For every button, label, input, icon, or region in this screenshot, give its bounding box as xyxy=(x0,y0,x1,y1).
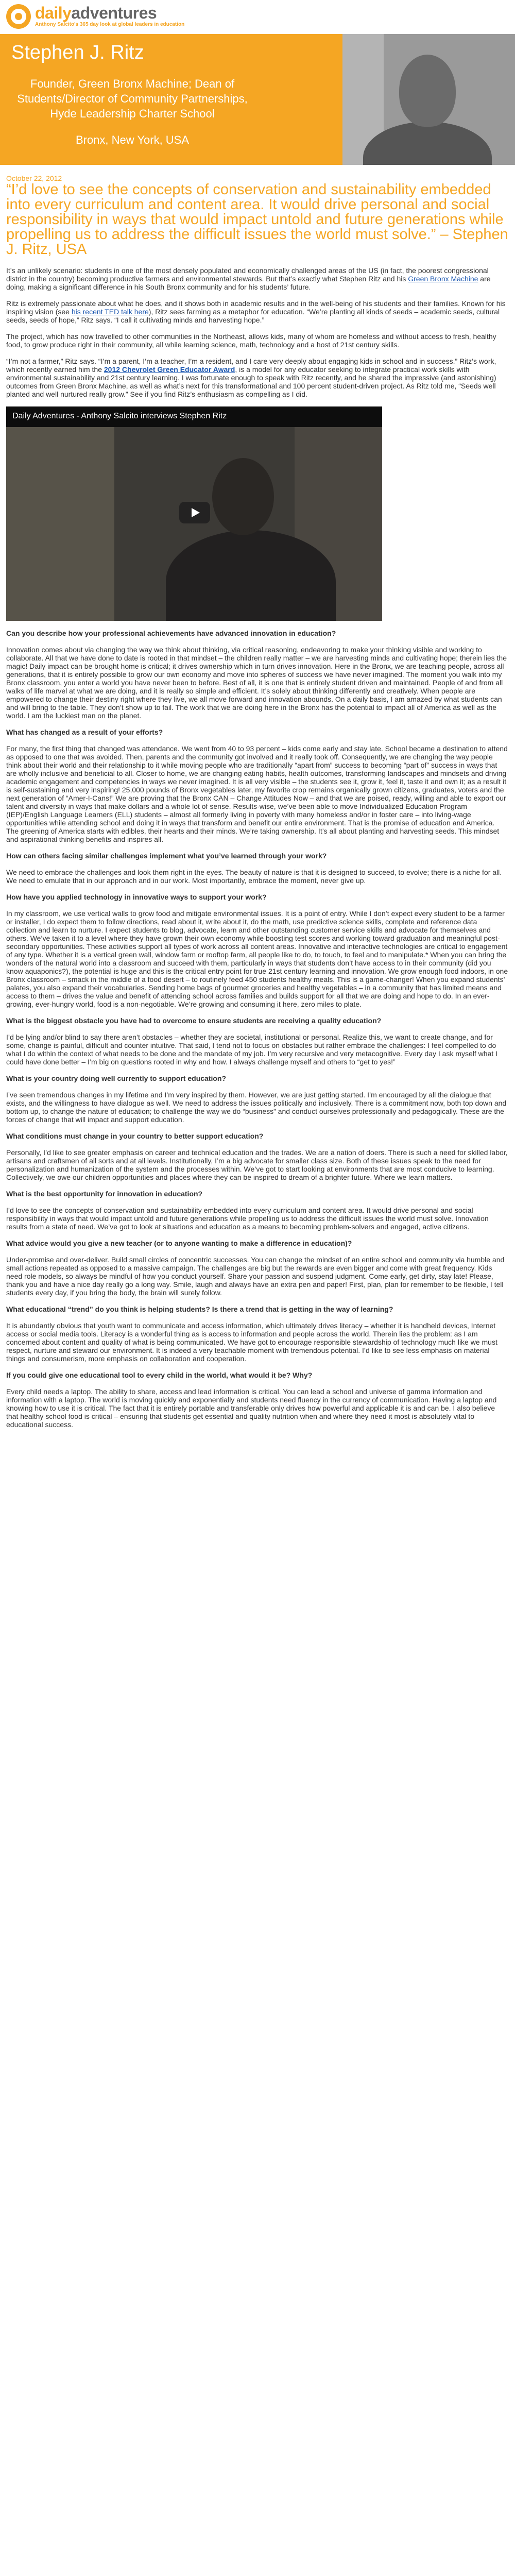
question-7: What conditions must change in your country to better support education? xyxy=(6,1132,264,1140)
daily-adventures-logo-icon[interactable] xyxy=(6,4,31,29)
video-scene-head xyxy=(212,458,274,535)
video-frame[interactable] xyxy=(6,427,382,621)
question-2: What has changed as a result of your efforts? xyxy=(6,728,163,736)
answer-8: I’d love to see the concepts of conservation and sustainability embedded into every curriculum and content area. It would drive personal and social responsibility in ways that would impact untold and future generations while propelling us to address the difficult issues the world must solve. Innovation results from a state of need. We’ve got to look at situations and education as a means to becoming problem-solvers and engaged, active citizens. xyxy=(6,1206,489,1231)
profile-banner xyxy=(0,34,515,165)
answer-10: It is abundantly obvious that youth want to communicate and access information, which ultimately drives literacy – whether it is handheld devices, Internet access or social media tools. Literacy is a wonderful thing as is access to information and people across the world. Therein lies the problem: as I am concerned about content and quality of what is being communicated. We have got to encourage responsible stewardship of technology much like we must respect, nurture and steward our environment. It is indeed a very teachable moment with tremendous potential. I’d like to see less emphasis on material things and consumerism, more emphasis on collaboration and cooperation. xyxy=(6,1321,497,1363)
question-8: What is the best opportunity for innovation in education? xyxy=(6,1190,203,1198)
video-player[interactable] xyxy=(6,406,382,621)
answer-3: We need to embrace the challenges and look them right in the eyes. The beauty of nature is that it is designed to succeed, to evolve; there is a niche for all. We need to emulate that in our approach and in our work. Most importantly, embrace the moment, never give up. xyxy=(6,868,502,885)
question-11: If you could give one educational tool to every child in the world, what would it be? Why? xyxy=(6,1371,313,1379)
answer-11: Every child needs a laptop. The ability to share, access and lead information is critical. You can lead a school and universe of gamma information and information with a laptop. The world is moving quickly and exponentially and students need fluency in the currency of communication. Having a laptop and knowing how to use it is critical. The fact that it is entirely portable and transferable only drives how powerful and applicable it is and can be. I also believe that healthy school food is critical – ensuring that students get essential and quality nutrition when and where they need it most is absolutely vital to educational success. xyxy=(6,1387,497,1429)
profile-role: Founder, Green Bronx Machine; Dean of Students/Director of Community Partnerships, Hyde Leadership Charter School xyxy=(17,77,248,120)
post-date: October 22, 2012 xyxy=(6,174,62,182)
question-1: Can you describe how your professional achievements have advanced innovation in education? xyxy=(6,629,336,637)
intro-4-text-b: , is a model for any educator seeking to integrate practical work skills with environmental sustainability and 21st century learning. I was fortunate enough to speak with Ritz recently, and he shared the impressive (and astonishing) outcomes from Green Bronx Machine, as well as what’s next for this transformational and 100 percent student-driven project. As Ritz told me, “Seeds well planted and well nurtured really grow.” See if you find Ritz’s enthusiasm as compelling as I did. xyxy=(6,365,496,398)
question-5: What is the biggest obstacle you have had to overcome to ensure students are receiving a quality education? xyxy=(6,1016,382,1025)
play-icon[interactable] xyxy=(179,502,210,523)
intro-paragraph-1 xyxy=(6,266,509,291)
answer-5: I’d be lying and/or blind to say there aren’t obstacles – whether they are societal, institutional or personal. Realize this, we want to create change, and for some, change is painful, difficult and counter intuitive. That said, I tend not to focus on obstacles but rather embrace the challenges: I feel compelled to do what I do within the context of what needs to be done and the mandate of my job. I’m very recursive and very metacognitive. Every day I ask myself what I could have done better – I’m big on questions rooted in why and how. I always challenge myself and others to “get to yes!” xyxy=(6,1033,498,1066)
intro-paragraph-3: The project, which has now travelled to other communities in the Northeast, allows kids, many of whom are homeless and without access to fresh, healthy food, to grow produce right in their community, all while learning science, math, technology and a host of 21st century skills. xyxy=(6,332,496,349)
answer-9: Under-promise and over-deliver. Build small circles of concentric successes. You can change the mindset of an entire school and community via humble and small actions repeated as opposed to a massive campaign. The challenges are big but the rewards are even bigger and come with great frequency. Kids need role models, so always be mindful of how you conduct yourself. Share your passion and suspend judgment. Come early, get dirty, stay late! Please, thank you and have a nice day really go a long way. Smile, laugh and always have an extra pen and paper! First, plan, plan for remember to be flexible, I tell students every day, if you bring the body, the brain will surely follow. xyxy=(6,1256,505,1297)
logo-adventures[interactable]: adventures xyxy=(71,4,157,22)
article xyxy=(0,165,515,1429)
intro-2-text-b: ), Ritz sees farming as a metaphor for education. “We’re planting all kinds of seeds – academic seeds, cultural seeds, seeds of hope,” Ritz says. “I call it cultivating minds and harvesting hope.” xyxy=(6,308,500,324)
answer-7: Personally, I’d like to see greater emphasis on career and technical education and the trades. We are a nation of doers. There is such a need for skilled labor, artisans and craftsmen of all sorts and at all levels. Institutionally, I’m a big advocate for smaller class size. Both of these issues speak to the need for personalization and humanization of the system and the processes within. We’ve got to start looking at environments that are most conducive to learning. Collectively, we owe our children opportunities and places where they can be inspired to dream of a brighter future. Where we learn matters. xyxy=(6,1148,508,1181)
green-educator-award-link[interactable]: 2012 Chevrolet Green Educator Award xyxy=(104,365,235,374)
profile-location: Bronx, New York, USA xyxy=(75,133,190,146)
question-4: How have you applied technology in innovative ways to support your work? xyxy=(6,893,267,901)
question-10: What educational “trend” do you think is helping students? Is there a trend that is getting in the way of learning? xyxy=(6,1305,393,1313)
question-3: How can others facing similar challenges implement what you’ve learned through your work? xyxy=(6,852,327,860)
intro-1-text-a: It’s an unlikely scenario: students in one of the most densely populated and economically challenged areas of the US (in fact, the poorest congressional district in the country) becoming productive farmers and environmental stewards. But that’s exactly what Stephen Ritz and his xyxy=(6,266,489,283)
profile-photo xyxy=(342,34,515,165)
question-6: What is your country doing well currently to support education? xyxy=(6,1074,227,1082)
intro-1-text-b: are doing, making a significant difference in his South Bronx community and for his students’ future. xyxy=(6,275,491,291)
intro-4-text-a: “I’m not a farmer,” Ritz says. “I’m a parent, I’m a teacher, I’m a resident, and I care very deeply about engaging kids in school and in success.” Ritz’s work, which recently earned him the xyxy=(6,357,496,374)
answer-1: Innovation comes about via changing the way we think about thinking, via critical reasoning, endeavoring to make your thinking visible and working to collaborate. All that we have done to date is rooted in that mindset – the children really matter – we are harvesting minds and cultivating hope; therein lies the magic! Daily impact can be brought home is critical; it drives ownership which in turn drives innovation. Here in the Bronx, we are teaching people, across all generations, that it is entirely possible to grow our own economy and move into spheres of success we have never imagined. The moment you walk into my Bronx classroom, you enter a world you have never been to before. Best of all, it is one that is entirely student driven and maintained. People of and from all walks of life marvel at what we are doing, and it is really so simple and efficient. It’s solely about thinking differently and creatively. When people are empowered to change their destiny right where they live, we all move forward and innovation abounds. On a daily basis, I am amazed by what students can and will bring to the table. They don’t show up to fail. The work that we are doing here in the Bronx has the potential to impact all of America as well as the world. I am the luckiest man on the planet. xyxy=(6,646,507,720)
question-9: What advice would you give a new teacher (or to anyone wanting to make a difference in education)? xyxy=(6,1239,352,1247)
logo-daily[interactable]: daily xyxy=(35,4,72,22)
video-scene-window xyxy=(6,427,114,621)
answer-6: I’ve seen tremendous changes in my lifetime and I’m very inspired by them. However, we are just getting started. I’m encouraged by all the dialogue that exists, and the willingness to have dialogue as well. We need to address the issues politically and inclusively. There is a commitment now, both top down and bottom up, to change the nature of education; to challenge the way we do “business” and conduct ourselves professionally and pedagogically. These are the forces of change that will impact and support education. xyxy=(6,1091,507,1124)
logo-tagline: Anthony Salcito's 365 day look at global leaders in education xyxy=(35,22,185,27)
answer-2: For many, the first thing that changed was attendance. We went from 40 to 93 percent – kids come early and stay late. School became a destination to attend as opposed to one that was avoided. Then, parents and the community got involved and it really took off. Consequently, we are changing the way people think about their world and their relationship to it while moving people who are traditionally “apart from” success to becoming “part of” success in ways that are wholly inclusive and beneficial to all. Closer to home, we are changing eating habits, health outcomes, transforming landscapes and mindsets and driving academic engagement and competencies in ways we never imagined. It is all very visible – the students see it, grow it, feel it, taste it and own it; as a result it is self-sustaining and very inspiring! 25,000 pounds of Bronx vegetables later, my favorite crop remains organically grown citizens, graduates, voters and the next generation of “Amer-I-Cans!” We are proving that the Bronx CAN – Change Attitudes Now – and that we are poised, ready, willing and able to export our talent and diversity in ways that make dollars and a whole lot of sense. Results-wise, we’ve been able to move Individualized Education Program (IEP)/English Language Learners (ELL) students – almost all formerly living in poverty with many homeless and/or in foster care – into living-wage opportunities while attending school and doing it in ways that transform and benefit our entire environment. That is the promise of education and America. The greening of America starts with edibles, their hearts and their minds. We’re taking ownership. It’s all about planting and harvesting seeds. This mindset and aspirational thinking benefits and inspires all. xyxy=(6,744,508,843)
green-bronx-machine-link[interactable]: Green Bronx Machine xyxy=(408,275,478,283)
intro-2-text-a: Ritz is extremely passionate about what he does, and it shows both in academic results and in the well-being of his students and their families. Known for his inspiring vision (see xyxy=(6,299,506,316)
profile-banner-text xyxy=(11,39,300,147)
pull-quote: “I’d love to see the concepts of conservation and sustainability embedded into every curriculum and content area. It would drive personal and social responsibility in ways that would impact untold and future generations while propelling us to address the difficult issues the world must solve.” – Stephen J. Ritz, USA xyxy=(6,181,508,258)
intro-paragraph-4 xyxy=(6,357,509,398)
site-header xyxy=(0,0,515,34)
answer-4: In my classroom, we use vertical walls to grow food and mitigate environmental issues. It is a point of entry. While I don’t expect every student to be a farmer or installer, I do expect them to follow directions, read about it, write about it, do the math, use predictive science skills, complete and reference data collection and learn to nurture. I expect students to blog, advocate, learn and other outstanding customer service skills and advocate for themselves and others. We’ve taken it to a level where they have grown their own economy while boosting test scores and working toward graduation and meaningful post-secondary opportunities. These activities support all types of work across all content areas. Innovative and interactive technologies are critical to engagement of any type. Whether it is a vertical green wall, window farm or rooftop farm, all people like to do, to touch, to feel and to manipulate.* When you can bring the wonders of the natural world into a classroom and succeed with them, particularly in ways that students don’t have access to in their community (did you know aquaponics?), the potential is huge and this is the critical entry point for true 21st century learning and innovation. We grow enough food indoors, in one Bronx classroom – smack in the middle of a food desert – to routinely feed 450 students healthy meals. This is a game-changer! When you expand students’ palates, you also expand their vocabularies. Sending home bags of gourmet groceries and healthy vegetables – in a community that has limited means and access to them – drives the value and benefit of attending school across families and builds support for all that we are doing and hope to do. In an ever-growing, ever-hungry world, food is a non-negotiable. We’re growing and consuming it here, zero miles to plate. xyxy=(6,909,508,1008)
video-title[interactable]: Daily Adventures - Anthony Salcito interviews Stephen Ritz xyxy=(12,412,227,420)
logo-text[interactable] xyxy=(35,4,184,28)
profile-name: Stephen J. Ritz xyxy=(11,42,144,63)
logo-wordmark[interactable] xyxy=(35,4,184,22)
photo-head xyxy=(399,55,456,127)
video-titlebar xyxy=(6,406,382,427)
intro-paragraph-2 xyxy=(6,299,509,324)
ted-talk-link[interactable]: his recent TED talk here xyxy=(71,308,149,316)
